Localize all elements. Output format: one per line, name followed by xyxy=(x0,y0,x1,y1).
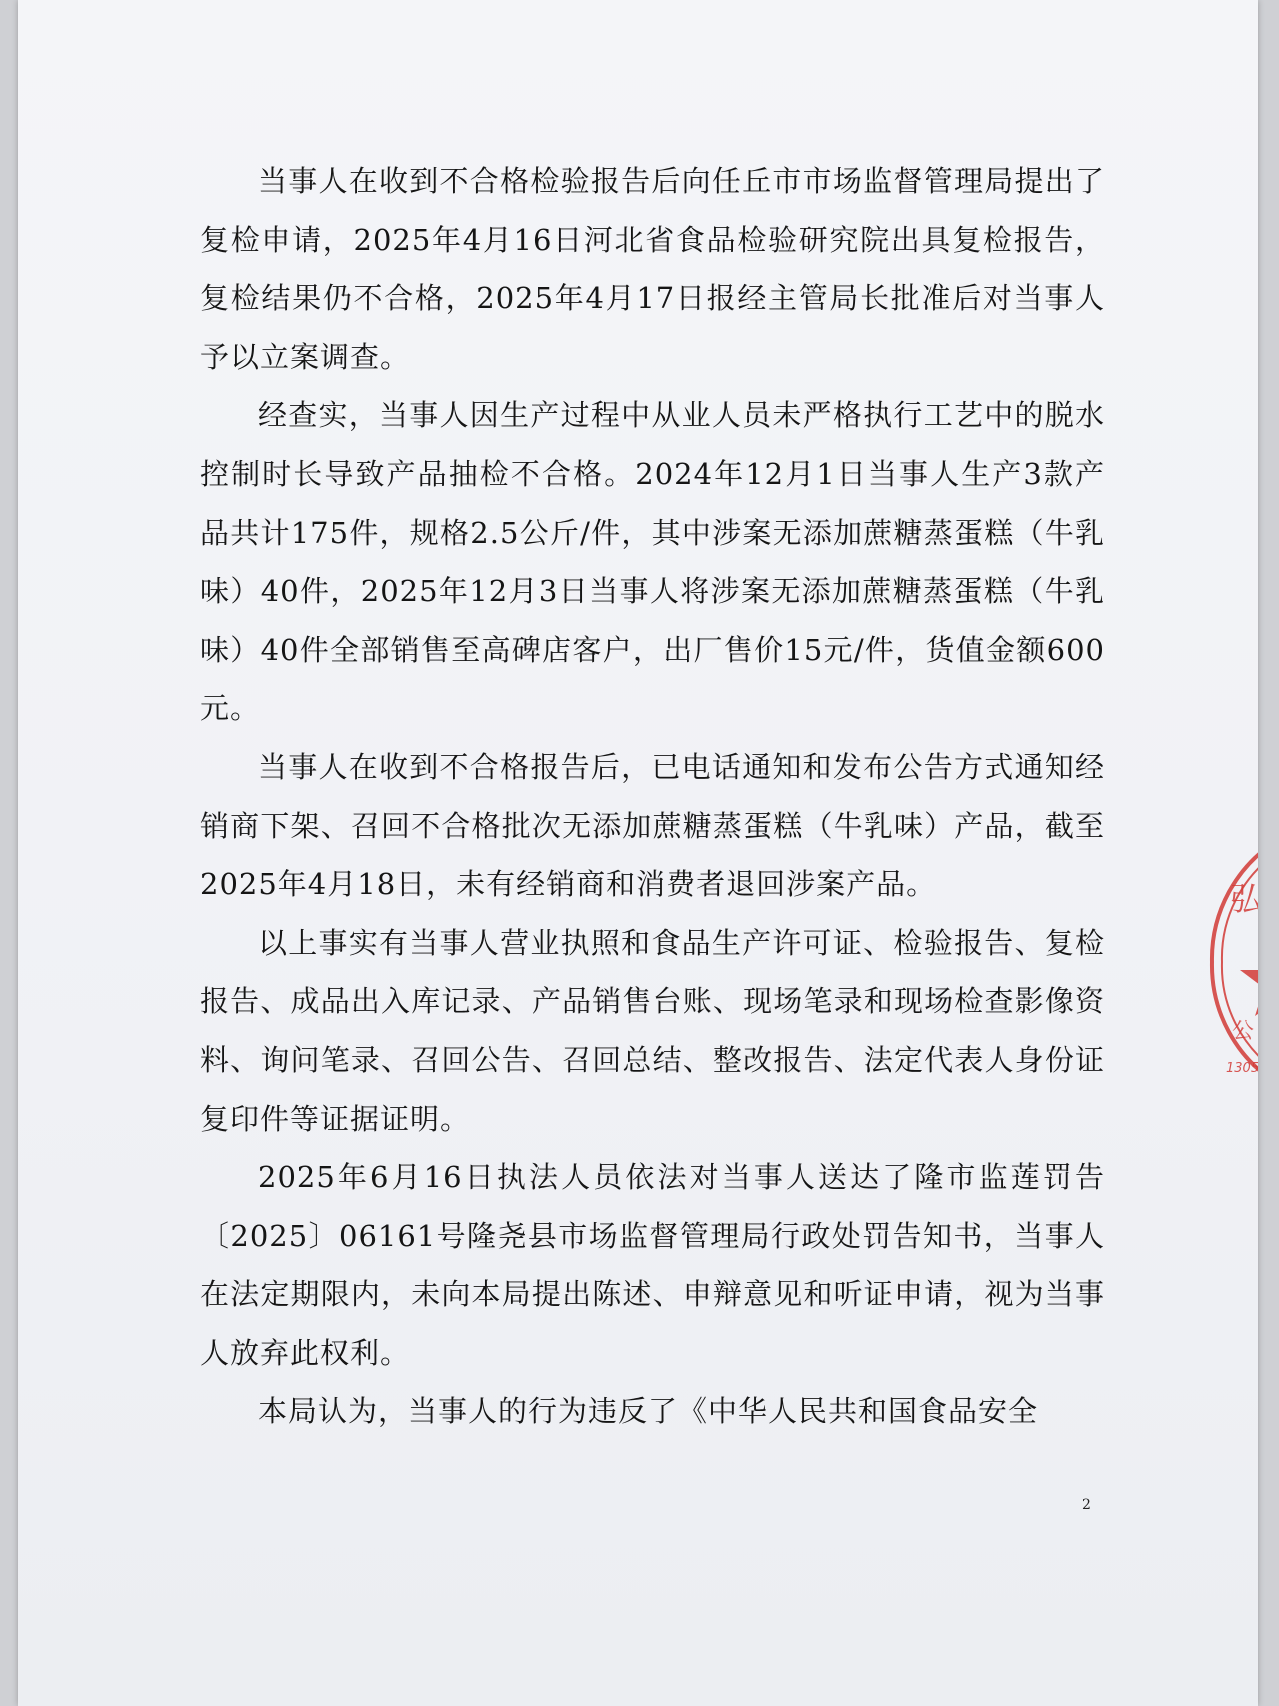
paragraph-reinspection: 当事人在收到不合格检验报告后向任丘市市场监督管理局提出了复检申请，2025年4月16日河北省食品检验研究院出具复检报告，复检结果仍不合格，2025年4月17日报经主管局长批准后对当事人予以立案调查。 xyxy=(200,164,1105,374)
svg-text:公: 公 xyxy=(1232,1019,1255,1044)
paragraph-conclusion-start: 本局认为，当事人的行为违反了《中华人民共和国食品安全 xyxy=(258,1394,1039,1429)
page-number: 2 xyxy=(1082,1497,1091,1513)
paragraph-notice-delivery: 2025年6月16日执法人员依法对当事人送达了隆市监莲罚告〔2025〕06161号隆尧县市场监督管理局行政处罚告知书，当事人在法定期限内，未向本局提出陈述、申辩意见和听证申请，视为当事人放弃此权利。 xyxy=(200,1160,1105,1370)
document-page xyxy=(18,0,1263,1706)
seal-number: 1305 xyxy=(1226,1061,1260,1076)
paragraph-recall: 当事人在收到不合格报告后，已电话通知和发布公告方式通知经销商下架、召回不合格批次无添加蔗糖蒸蛋糕（牛乳味）产品，截至2025年4月18日，未有经销商和消费者退回涉案产品。 xyxy=(200,749,1105,902)
paragraph-evidence: 以上事实有当事人营业执照和食品生产许可证、检验报告、复检报告、成品出入库记录、产品销售台账、现场笔录和现场检查影像资料、询问笔录、召回公告、召回总结、整改报告、法定代表人身份证复印件等证据证明。 xyxy=(200,925,1105,1136)
seal-text: 弘 xyxy=(1230,880,1263,918)
official-seal xyxy=(1200,832,1263,1092)
paragraph-investigation-findings: 经查实，当事人因生产过程中从业人员未严格执行工艺中的脱水控制时长导致产品抽检不合格。2024年12月1日当事人生产3款产品共计175件，规格2.5公斤/件，其中涉案无添加蔗糖蒸蛋糕（牛乳味）40件，2025年12月3日当事人将涉案无添加蔗糖蒸蛋糕（牛乳味）40件全部销售至高碑店客户，出厂售价15元/件，货值金额600元。 xyxy=(200,398,1105,726)
document-body xyxy=(200,152,1105,1441)
